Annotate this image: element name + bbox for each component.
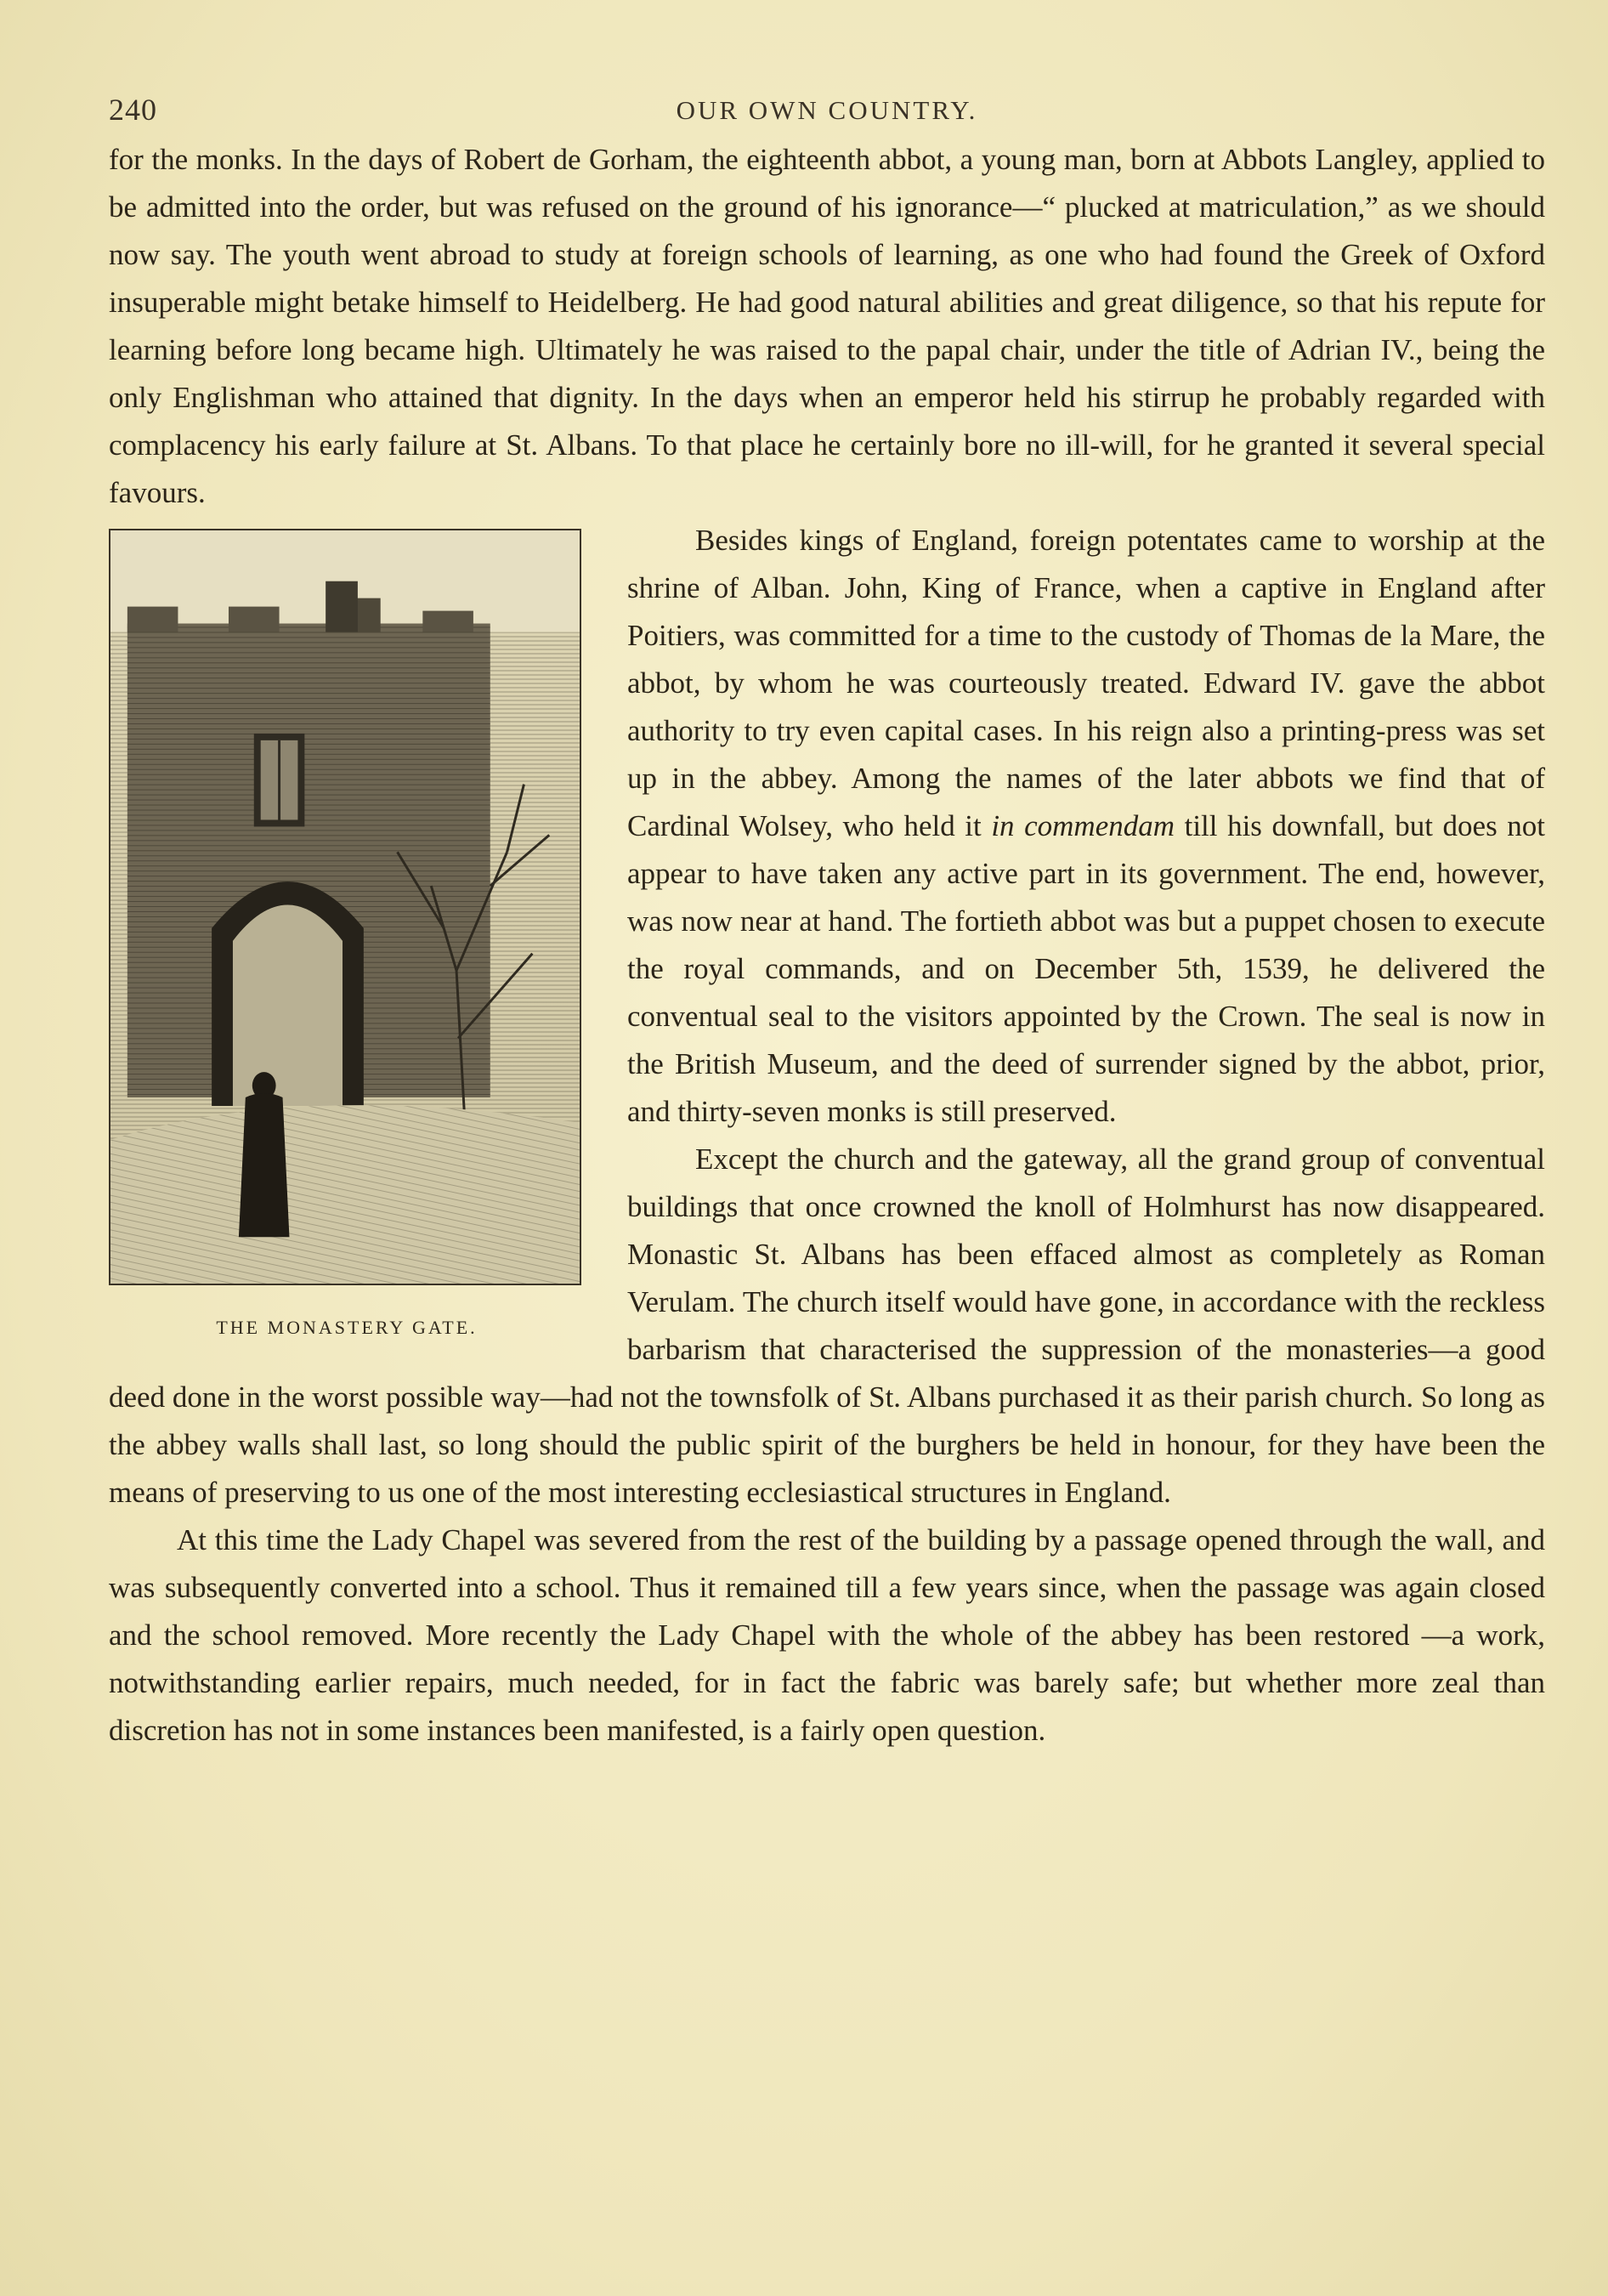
engraving-frame [109, 529, 581, 1285]
page-number: 240 [109, 93, 157, 127]
figure-monastery-gate [109, 529, 585, 1338]
running-head [109, 85, 1545, 136]
paragraph-4: At this time the Lady Chapel was severed from the rest of the building by a passage opened through the wall, and was subsequently converted into a school. Thus it remained till a few years since, when the passage was again closed and the school removed. More recently the Lady Chapel with the whole of the abbey has been restored —a work, notwithstanding earlier repairs, much needed, for in fact the fabric was barely safe; but whether more zeal than discretion has not in some instances been manifested, is a fairly open question. [109, 1523, 1545, 1747]
paragraph-2-part-2: till his downfall, but does not appear to have taken any active part in its government. The end, however, was now near at hand. The fortieth abbot was but a puppet chosen to execute the royal commands, and on December 5th, 1539, he delivered the conventual seal to the visitors appointed by the Crown. The seal is now in the British Museum, and the deed of surrender signed by the abbot, prior, and thirty-seven monks is still preserved. [627, 809, 1545, 1128]
paragraph-2-part-1: Besides kings of England, foreign potentates came to worship at the shrine of Alban. John, King of France, when a captive in England after Poitiers, was committed for a time to the custody of Thomas de la Mare, the abbot, by whom he was courteously treated. Edward IV. gave the abbot authority to try even capital cases. In his reign also a printing-press was set up in the abbey. Among the names of the later abbots we find that of Cardinal Wolsey, who held it [627, 524, 1545, 842]
body-text [109, 136, 1545, 1755]
paragraph-1: for the monks. In the days of Robert de Gorham, the eighteenth abbot, a young man, born at Abbots Langley, applied to be admitted into the order, but was refused on the ground of his ignorance—“ plucked at matriculation,” as we should now say. The youth went abroad to study at foreign schools of learning, as one who had found the Greek of Oxford insuperable might betake himself to Heidelberg. He had good natural abilities and great diligence, so that his repute for learning before long became high. Ultimately he was raised to the papal chair, under the title of Adrian IV., being the only Englishman who attained that dignity. In the days when an emperor held his stirrup he probably regarded with complacency his early failure at St. Albans. To that place he certainly bore no ill-will, for he granted it several special favours. [109, 143, 1545, 509]
book-page [109, 85, 1545, 1755]
running-title: OUR OWN COUNTRY. [676, 95, 978, 125]
paragraph-2-italic: in commendam [991, 809, 1175, 842]
figure-caption: THE MONASTERY GATE. [216, 1317, 478, 1338]
monastery-gate-engraving-icon [110, 530, 580, 1284]
paragraph-3: Except the church and the gateway, all the grand group of conventual buildings that once crowned the knoll of Holmhurst has now disappeared. Monastic St. Albans has been effaced almost as completely as Roman Verulam. The church itself would have gone, in accordance with the reckless barbarism that characterised the suppression of the monasteries—a good deed done in the worst possible way—had not the townsfolk of St. Albans purchased it as their parish church. So long as the abbey walls shall last, so long should the public spirit of the burghers be held in honour, for they have been the means of preserving to us one of the most interesting ecclesiastical structures in England. [109, 1142, 1545, 1509]
